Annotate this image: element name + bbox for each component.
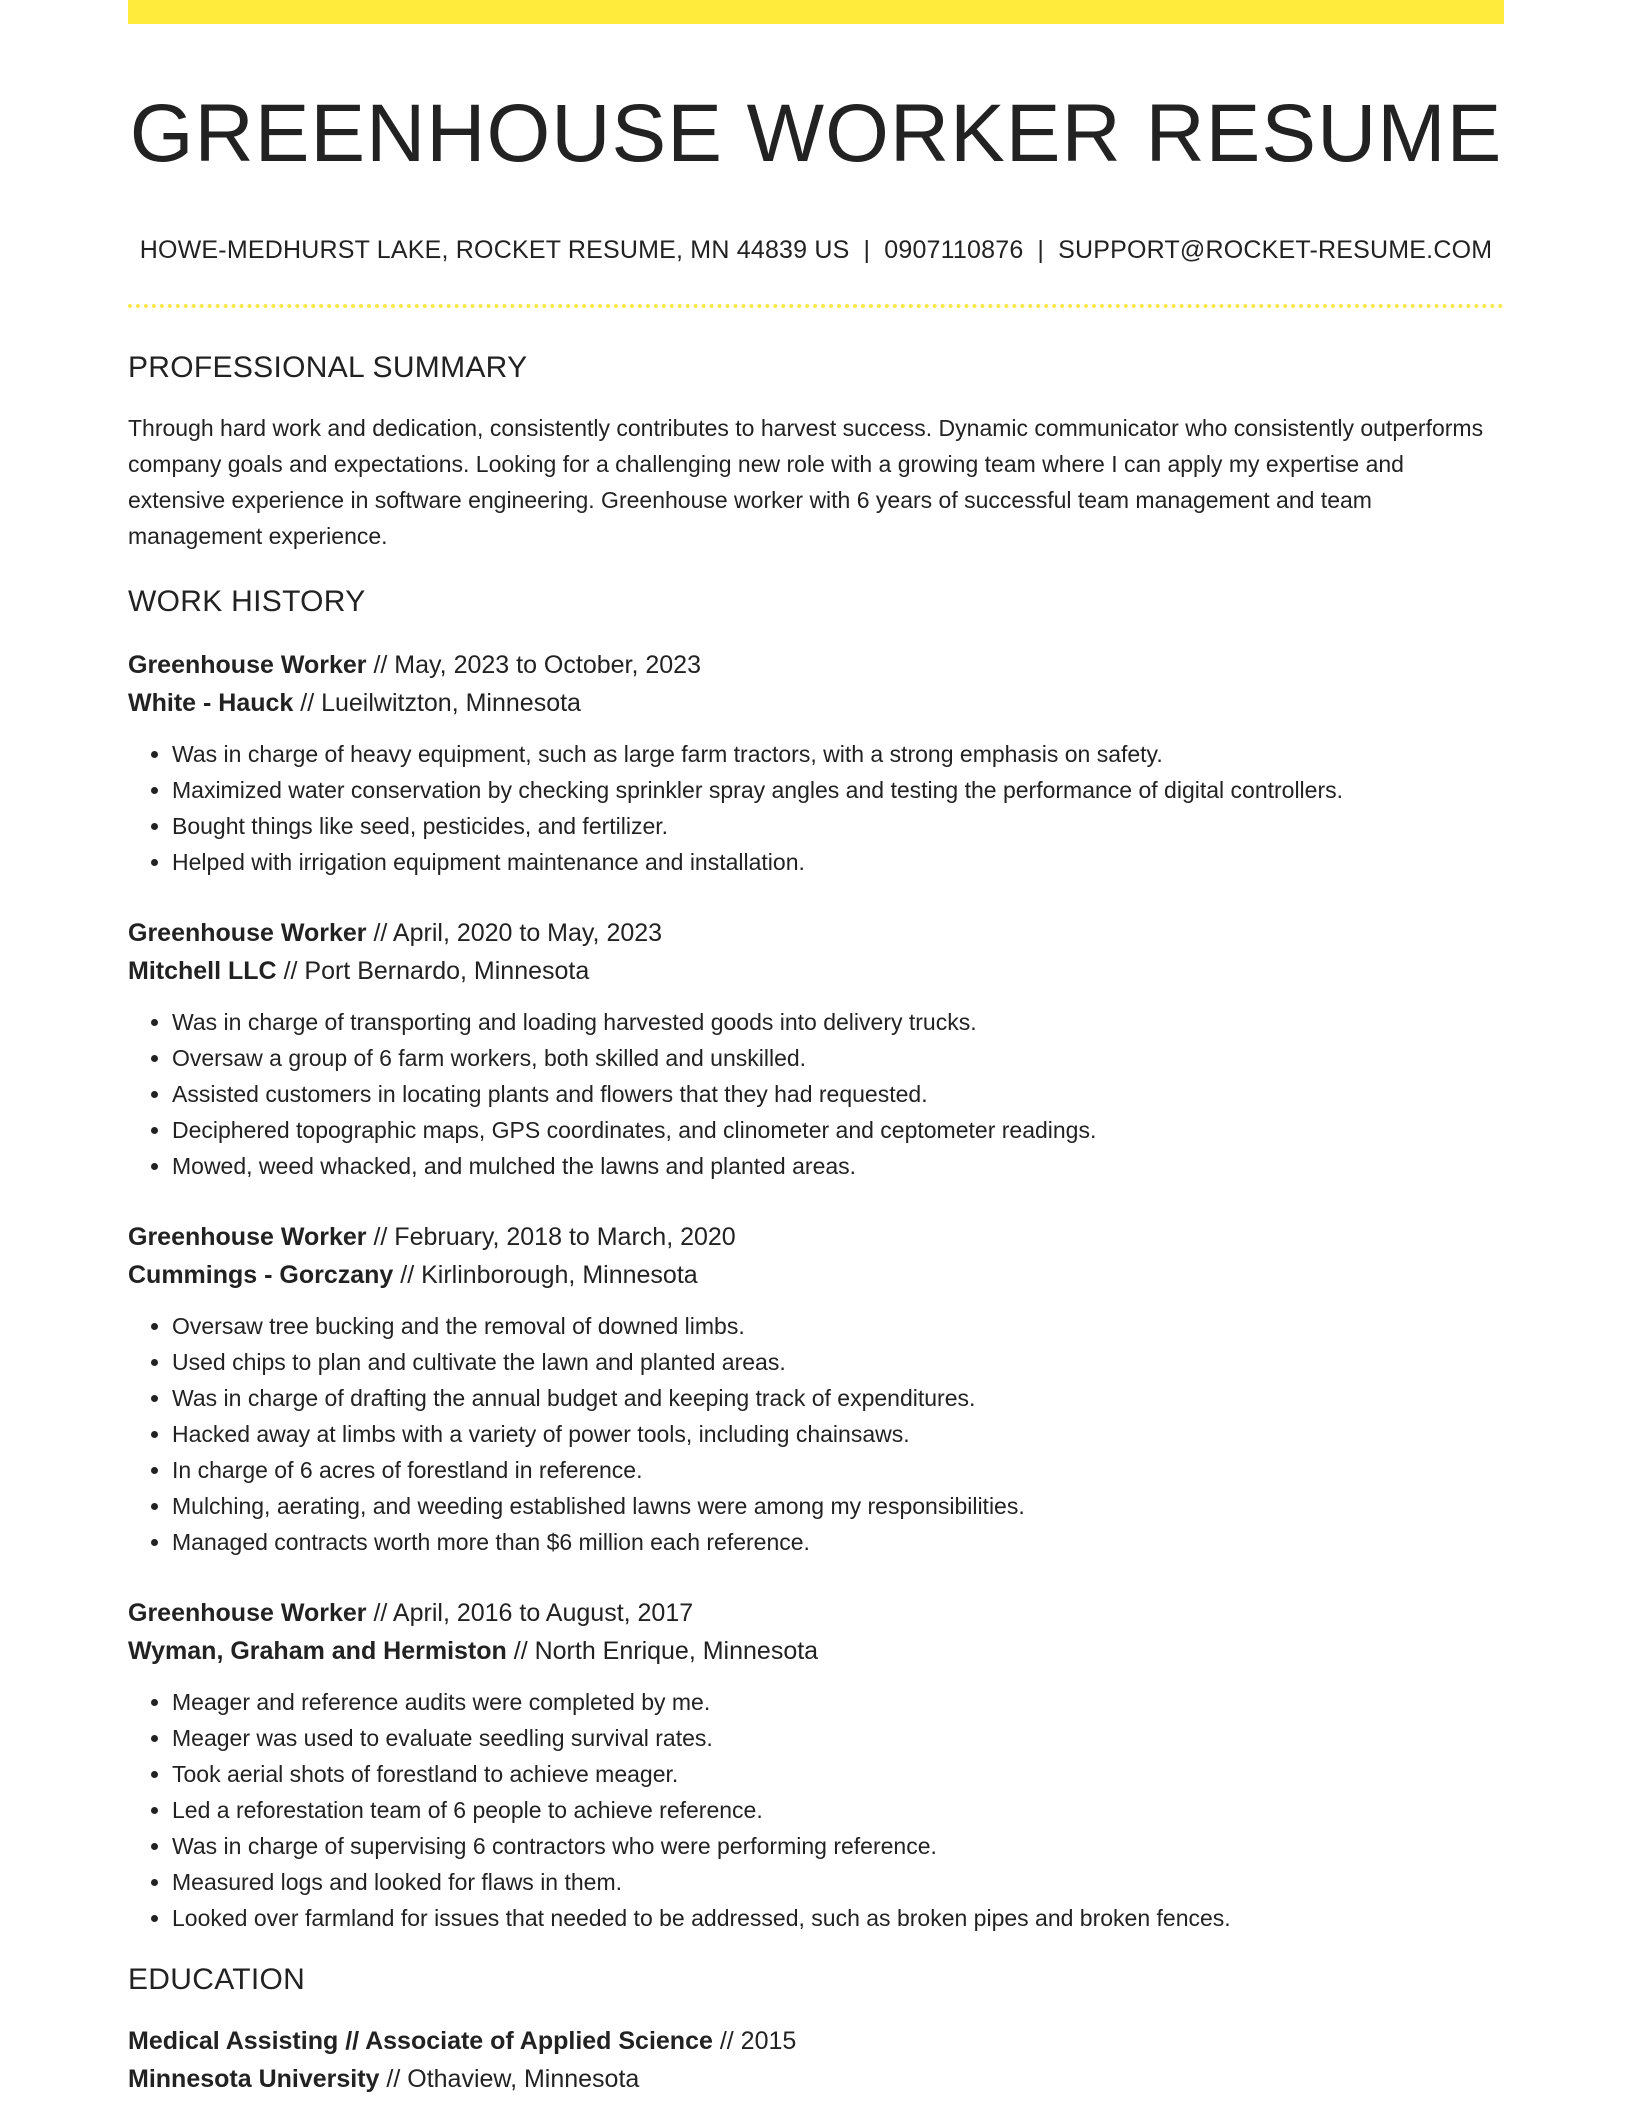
job-role: Greenhouse Worker [128, 1223, 367, 1251]
job-bullet: • Maximized water conservation by checking sprinkler spray angles and testing the performance of digital controllers. [172, 772, 1504, 808]
job-company: Mitchell LLC [128, 957, 277, 985]
education-heading: EDUCATION [128, 1963, 306, 1996]
dotted-divider [128, 304, 1504, 308]
job-bullet: • Oversaw a group of 6 farm workers, both skilled and unskilled. [172, 1040, 1504, 1076]
education-year: // 2015 [719, 2027, 797, 2055]
contact-line [128, 234, 1504, 266]
accent-top-bar [128, 0, 1504, 24]
job-bullet: • Helped with irrigation equipment maintenance and installation. [172, 844, 1504, 880]
job-role-line [128, 1594, 1504, 1632]
job-bullet: • Meager was used to evaluate seedling survival rates. [172, 1720, 1504, 1756]
job-dates: // February, 2018 to March, 2020 [373, 1223, 736, 1251]
job-bullet-list [128, 1004, 1504, 1184]
job-bullet: • Measured logs and looked for flaws in them. [172, 1864, 1504, 1900]
job-dates: // April, 2016 to August, 2017 [373, 1599, 694, 1627]
job-bullet: • Was in charge of heavy equipment, such as large farm tractors, with a strong emphasis on safety. [172, 736, 1504, 772]
education-degree-line [128, 2022, 1504, 2060]
job-location: // Port Bernardo, Minnesota [283, 957, 590, 985]
contact-address: HOWE-MEDHURST LAKE, ROCKET RESUME, MN 44839 US [139, 236, 850, 264]
job-bullet: • Looked over farmland for issues that needed to be addressed, such as broken pipes and broken fences. [172, 1900, 1504, 1936]
job-entry [128, 914, 1504, 1184]
job-role: Greenhouse Worker [128, 919, 367, 947]
job-bullet: • Bought things like seed, pesticides, and fertilizer. [172, 808, 1504, 844]
job-role-line [128, 914, 1504, 952]
job-role-line [128, 646, 1504, 684]
job-bullet-list [128, 736, 1504, 880]
resume-title: GREENHOUSE WORKER RESUME [129, 88, 1503, 179]
job-bullet: • Took aerial shots of forestland to achieve meager. [172, 1756, 1504, 1792]
job-role: Greenhouse Worker [128, 651, 367, 679]
job-company-line [128, 952, 1504, 990]
job-entry [128, 1594, 1504, 1936]
job-company: Wyman, Graham and Hermiston [128, 1637, 507, 1665]
job-bullet: • Mowed, weed whacked, and mulched the lawns and planted areas. [172, 1148, 1504, 1184]
contact-separator: | [863, 236, 871, 264]
job-company-line [128, 684, 1504, 722]
summary-text: Through hard work and dedication, consistently contributes to harvest success. Dynamic communicator who consistently outperforms company goals and expectations. Looking for a challenging new role with a growing team where I can apply my expertise and extensive experience in software engineering. Greenhouse worker with 6 years of successful team management and team management experience. [128, 415, 1484, 549]
job-company-line [128, 1632, 1504, 1670]
education-school: Minnesota University [128, 2065, 380, 2093]
education-degree: Medical Assisting // Associate of Applied Science [128, 2027, 713, 2055]
contact-separator: | [1037, 236, 1045, 264]
job-dates: // April, 2020 to May, 2023 [373, 919, 663, 947]
resume-page [128, 0, 1504, 2098]
job-company: Cummings - Gorczany [128, 1261, 394, 1289]
job-location: // Kirlinborough, Minnesota [400, 1261, 698, 1289]
job-company: White - Hauck [128, 689, 294, 717]
job-role-line [128, 1218, 1504, 1256]
summary-heading: PROFESSIONAL SUMMARY [128, 351, 528, 384]
education-school-line [128, 2060, 1504, 2098]
job-bullet: • Mulching, aerating, and weeding established lawns were among my responsibilities. [172, 1488, 1504, 1524]
job-company-line [128, 1256, 1504, 1294]
job-bullet: • Led a reforestation team of 6 people to achieve reference. [172, 1792, 1504, 1828]
job-bullet-list [128, 1684, 1504, 1936]
job-bullet: • Hacked away at limbs with a variety of power tools, including chainsaws. [172, 1416, 1504, 1452]
job-bullet: • Was in charge of supervising 6 contractors who were performing reference. [172, 1828, 1504, 1864]
job-bullet: • Deciphered topographic maps, GPS coordinates, and clinometer and ceptometer readings. [172, 1112, 1504, 1148]
job-entry [128, 1218, 1504, 1560]
job-bullet-list [128, 1308, 1504, 1560]
work-history-list [128, 646, 1504, 1936]
job-bullet: • Assisted customers in locating plants and flowers that they had requested. [172, 1076, 1504, 1112]
job-bullet: • Managed contracts worth more than $6 million each reference. [172, 1524, 1504, 1560]
job-bullet: • Oversaw tree bucking and the removal of downed limbs. [172, 1308, 1504, 1344]
job-bullet: • Meager and reference audits were completed by me. [172, 1684, 1504, 1720]
job-role: Greenhouse Worker [128, 1599, 367, 1627]
job-bullet: • In charge of 6 acres of forestland in reference. [172, 1452, 1504, 1488]
job-dates: // May, 2023 to October, 2023 [373, 651, 701, 679]
contact-phone: 0907110876 [884, 236, 1024, 264]
job-location: // Lueilwitzton, Minnesota [300, 689, 581, 717]
job-bullet: • Was in charge of drafting the annual budget and keeping track of expenditures. [172, 1380, 1504, 1416]
job-entry [128, 646, 1504, 880]
education-entry [128, 2022, 1504, 2098]
job-bullet: • Was in charge of transporting and loading harvested goods into delivery trucks. [172, 1004, 1504, 1040]
education-location: // Othaview, Minnesota [386, 2065, 640, 2093]
job-bullet: • Used chips to plan and cultivate the lawn and planted areas. [172, 1344, 1504, 1380]
contact-email: SUPPORT@ROCKET-RESUME.COM [1058, 236, 1493, 264]
job-location: // North Enrique, Minnesota [513, 1637, 819, 1665]
work-history-heading: WORK HISTORY [128, 585, 366, 618]
